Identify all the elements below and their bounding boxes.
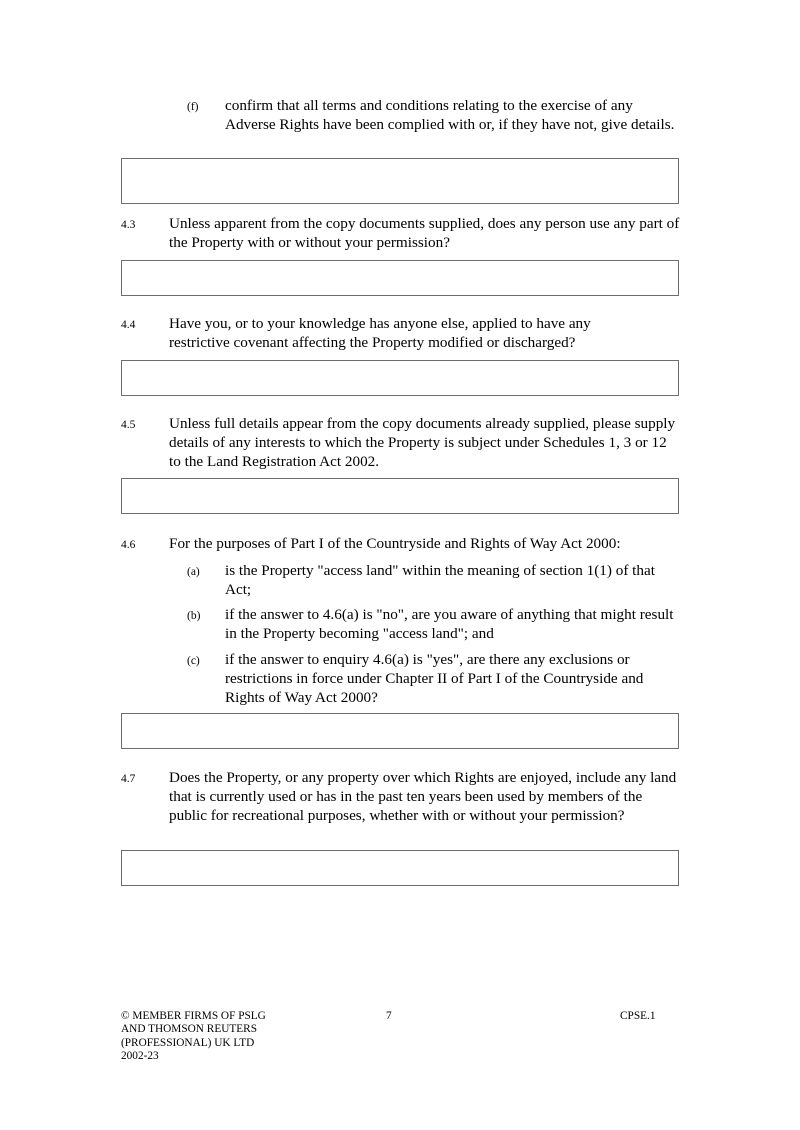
answer-box-4-3[interactable] [121,260,679,296]
answer-box-4-2f[interactable] [121,158,679,204]
subitem-label-c: (c) [187,655,200,667]
subitem-text-b: if the answer to 4.6(a) is "no", are you aware of anything that might result in the Property becoming "access land"; and [225,606,674,642]
subitem-label-b: (b) [187,610,201,622]
subitem-text-f: confirm that all terms and conditions relating to the exercise of any Adverse Rights have been complied with or, if they have not, give details. [225,97,675,133]
footer-copyright-line-1: © MEMBER FIRMS OF PSLG [121,1010,266,1022]
footer-page-number: 7 [386,1010,392,1022]
footer-copyright-line-3: (PROFESSIONAL) UK LTD [121,1036,255,1049]
enquiry-text-4-4: Have you, or to your knowledge has anyone else, applied to have any restrictive covenant affecting the Property modified or discharged? [169,315,591,351]
subitem-text-c: if the answer to enquiry 4.6(a) is "yes", are there any exclusions or restrictions in force under Chapter II of Part I of the Countryside and Rights of Way Act 2000? [225,651,644,706]
answer-box-4-6[interactable] [121,713,679,749]
footer-copyright-line-2: AND THOMSON REUTERS [121,1023,257,1036]
enquiry-number-4-4: 4.4 [121,319,136,331]
enquiry-number-4-3: 4.3 [121,219,136,231]
subitem-label-a: (a) [187,566,200,578]
footer-form-code: CPSE.1 [620,1010,656,1022]
enquiry-number-4-5: 4.5 [121,419,136,431]
footer-copyright [121,1010,321,1064]
answer-box-4-4[interactable] [121,360,679,396]
enquiry-number-4-7: 4.7 [121,773,136,785]
answer-box-4-7[interactable] [121,850,679,886]
enquiry-text-4-5: Unless full details appear from the copy documents already supplied, please supply details of any interests to which the Property is subject under Schedules 1, 3 or 12 to the Land Registration Act 2002. [169,415,676,470]
subitem-text-a: is the Property "access land" within the meaning of section 1(1) of that Act; [225,562,655,598]
enquiry-text-4-3: Unless apparent from the copy documents supplied, does any person use any part of the Property with or without your permission? [169,215,680,251]
enquiry-number-4-6: 4.6 [121,539,136,551]
enquiry-text-4-7: Does the Property, or any property over which Rights are enjoyed, include any land that is currently used or has in the past ten years been used by members of the public for recreational purposes, whether with or without your permission? [169,769,677,824]
subitem-label-f: (f) [187,101,199,113]
footer-copyright-line-4: 2002-23 [121,1050,159,1063]
answer-box-4-5[interactable] [121,478,679,514]
enquiry-text-4-6: For the purposes of Part I of the Countryside and Rights of Way Act 2000: [169,535,621,552]
